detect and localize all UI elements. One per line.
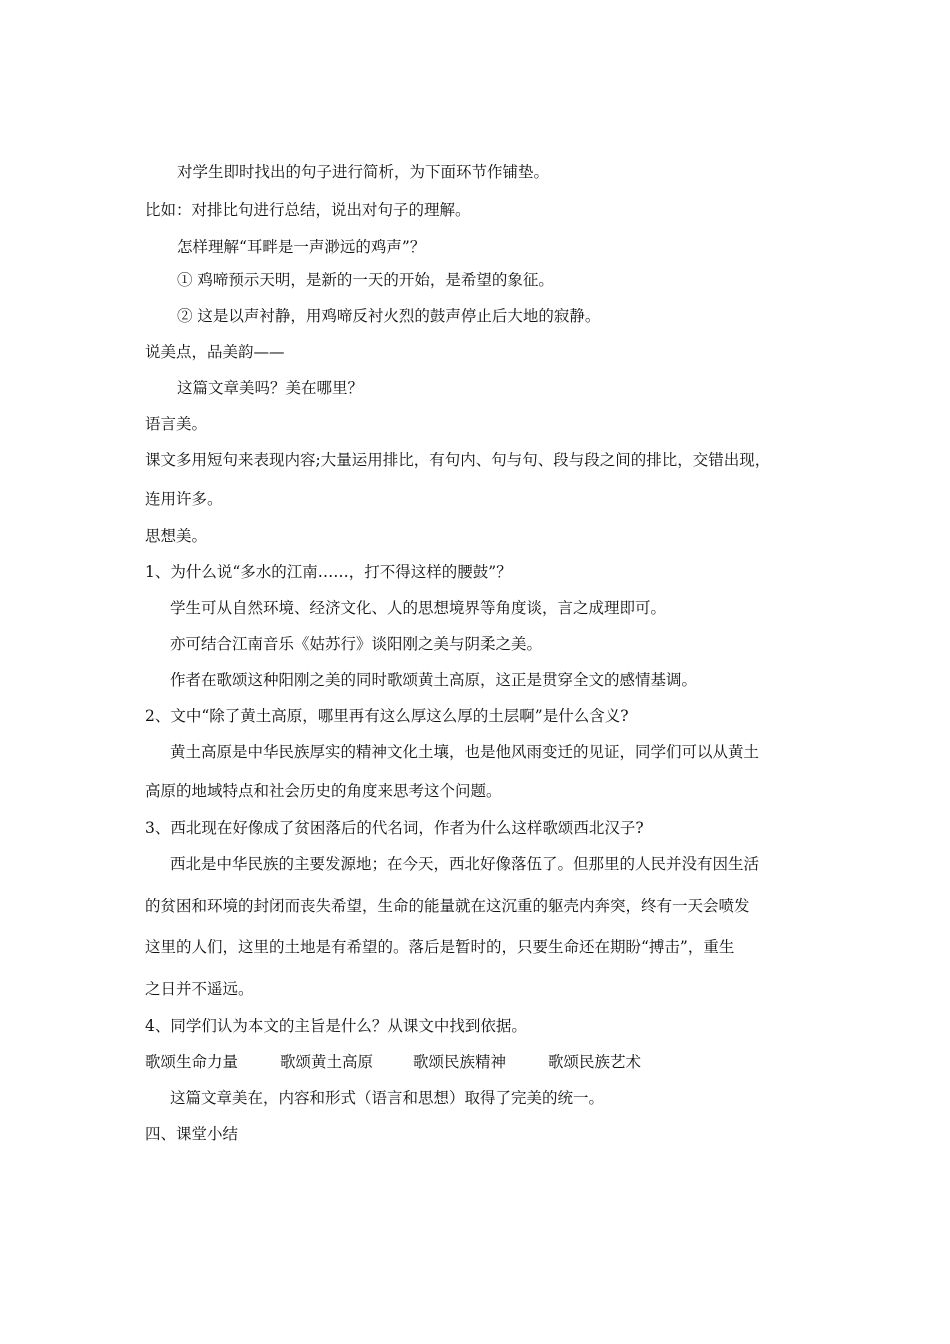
answer-1-line-3: 作者在歌颂这种阳刚之美的同时歌颂黄土高原，这正是贯穿全文的感情基调。 — [170, 671, 698, 689]
question-1: 1、为什么说“多水的江南……，打不得这样的腰鼓”？ — [145, 563, 512, 581]
summary-conclusion: 这篇文章美在，内容和形式（语言和思想）取得了完美的统一。 — [170, 1089, 605, 1107]
answer-3-line-3: 这里的人们，这里的土地是有希望的。落后是暂时的，只要生命还在期盼“搏击”，重生 — [145, 938, 735, 956]
paragraph-analysis-note: 对学生即时找出的句子进行简析，为下面环节作铺垫。 — [177, 163, 550, 181]
question-2: 2、文中“除了黄土高原，哪里再有这么厚这么厚的土层啊”是什么含义? — [145, 707, 629, 725]
paragraph-language-line-2: 连用许多。 — [145, 490, 223, 508]
answer-1-line-1: 学生可从自然环境、经济文化、人的思想境界等角度谈，言之成理即可。 — [170, 599, 667, 617]
heading-thought-beauty: 思想美。 — [145, 527, 208, 545]
question-4: 4、同学们认为本文的主旨是什么？从课文中找到依据。 — [145, 1017, 527, 1035]
theme-item: 歌颂民族精神 — [413, 1053, 507, 1071]
paragraph-language-line-1: 课文多用短句来表现内容;大量运用排比，有句内、句与句、段与段之间的排比，交错出现， — [145, 451, 771, 469]
answer-3-line-4: 之日并不遥远。 — [145, 980, 254, 998]
answer-1-line-2: 亦可结合江南音乐《姑苏行》谈阳刚之美与阴柔之美。 — [170, 635, 543, 653]
question-rooster-sound: 怎样理解“耳畔是一声渺远的鸡声”？ — [177, 238, 426, 256]
answer-3-line-1: 西北是中华民族的主要发源地；在今天，西北好像落伍了。但那里的人民并没有因生活 — [170, 855, 760, 873]
section-heading-beauty: 说美点，品美韵—— — [145, 343, 285, 361]
answer-item-2: ② 这是以声衬静，用鸡啼反衬火烈的鼓声停止后大地的寂静。 — [177, 307, 601, 325]
section-heading-class-summary: 四、课堂小结 — [145, 1125, 239, 1143]
paragraph-example-intro: 比如：对排比句进行总结，说出对句子的理解。 — [145, 201, 471, 219]
theme-item: 歌颂黄土高原 — [280, 1053, 374, 1071]
question-beauty: 这篇文章美吗？美在哪里？ — [177, 379, 364, 397]
theme-item: 歌颂民族艺术 — [548, 1053, 642, 1071]
answer-2-line-2: 高原的地域特点和社会历史的角度来思考这个问题。 — [145, 782, 502, 800]
answer-3-line-2: 的贫困和环境的封闭而丧失希望，生命的能量就在这沉重的躯壳内奔突，终有一天会喷发 — [145, 897, 750, 915]
answer-2-line-1: 黄土高原是中华民族厚实的精神文化土壤，也是他风雨变迁的见证，同学们可以从黄土 — [170, 743, 760, 761]
theme-list — [145, 1055, 641, 1071]
question-3: 3、西北现在好像成了贫困落后的代名词，作者为什么这样歌颂西北汉子? — [145, 819, 644, 837]
theme-item: 歌颂生命力量 — [145, 1053, 239, 1071]
heading-language-beauty: 语言美。 — [145, 415, 208, 433]
answer-item-1: ① 鸡啼预示天明，是新的一天的开始，是希望的象征。 — [177, 271, 554, 289]
